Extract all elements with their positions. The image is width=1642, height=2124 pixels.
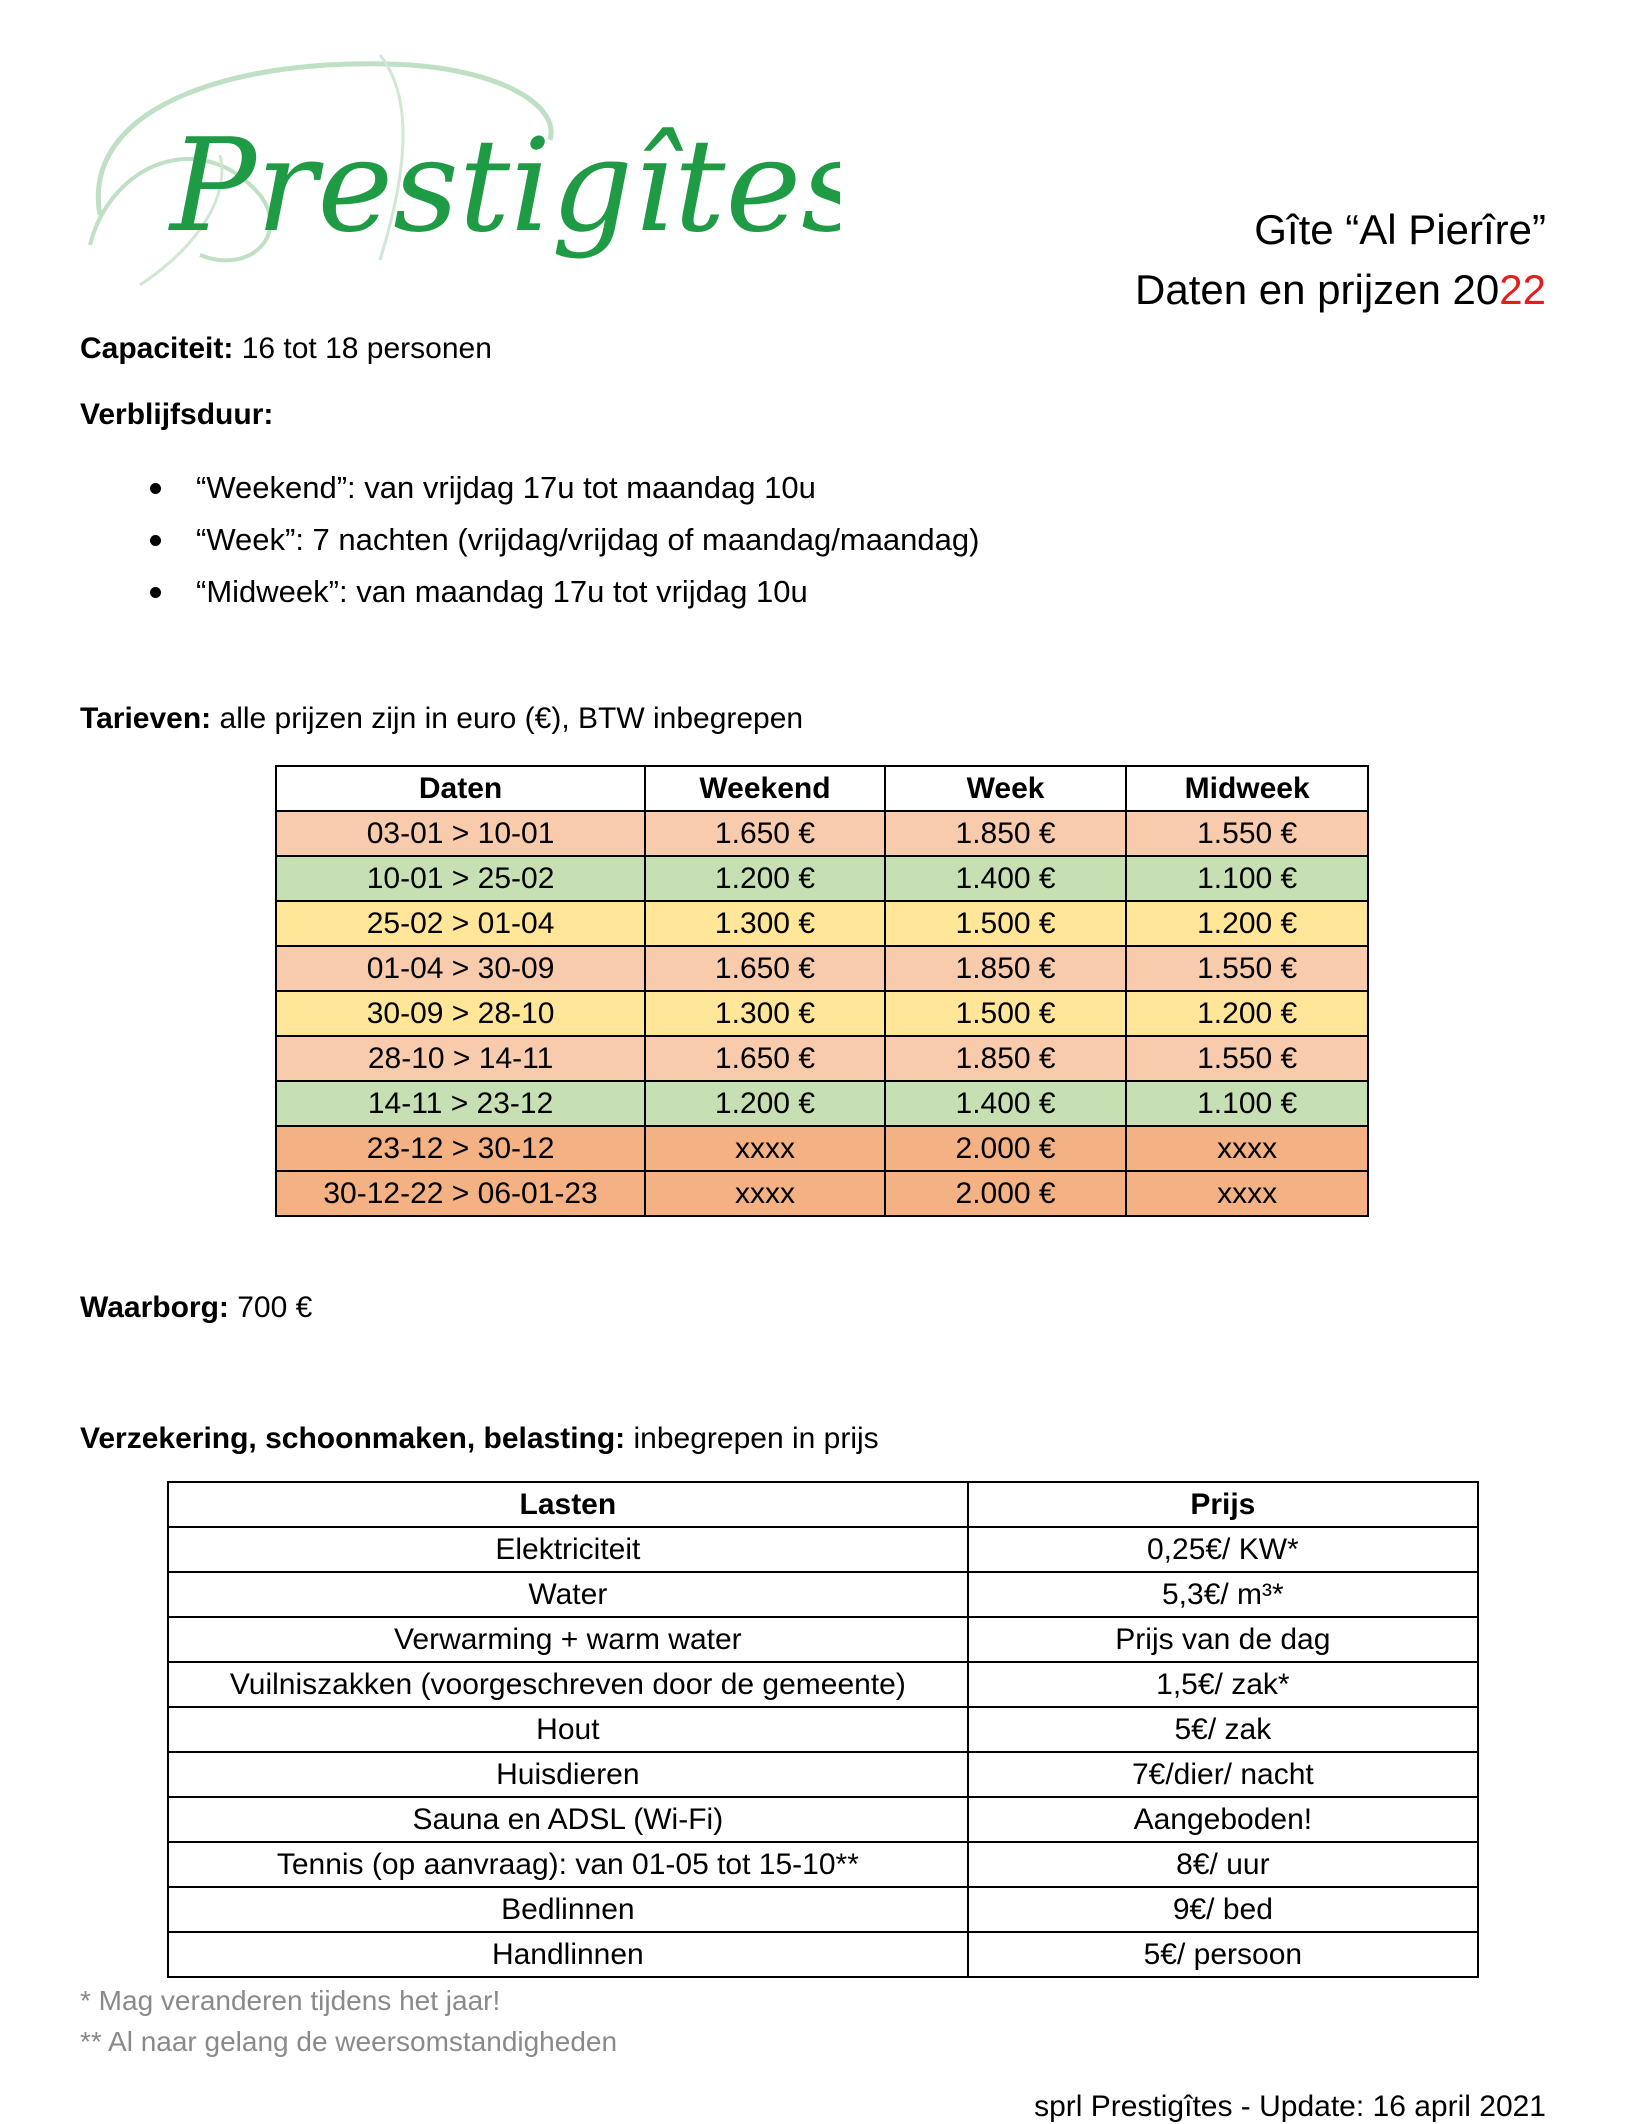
charges-cell-price: 1,5€/ zak* [968, 1662, 1478, 1707]
rates-cell-weekend: xxxx [645, 1126, 885, 1171]
charges-header-row [168, 1482, 1478, 1527]
rates-cell-weekend: 1.200 € [645, 856, 885, 901]
rates-header-midweek: Midweek [1126, 766, 1368, 811]
charges-cell-item: Water [168, 1572, 968, 1617]
charges-cell-item: Verwarming + warm water [168, 1617, 968, 1662]
rates-row [276, 946, 1368, 991]
charges-row [168, 1932, 1478, 1977]
rates-cell-weekend: xxxx [645, 1171, 885, 1216]
rates-cell-midweek: 1.550 € [1126, 811, 1368, 856]
rates-cell-week: 1.500 € [885, 991, 1127, 1036]
rates-row [276, 991, 1368, 1036]
rates-cell-weekend: 1.200 € [645, 1081, 885, 1126]
duration-label: Verblijfsduur: [80, 398, 274, 431]
deposit-value: 700 € [228, 1291, 313, 1324]
duration-heading [80, 398, 273, 432]
duration-list [150, 462, 979, 618]
charges-cell-price: Prijs van de dag [968, 1617, 1478, 1662]
capacity-label: Capaciteit: [80, 332, 234, 365]
insurance-line [80, 1422, 879, 1456]
charges-cell-item: Hout [168, 1707, 968, 1752]
rates-cell-dates: 10-01 > 25-02 [276, 856, 645, 901]
rates-cell-dates: 23-12 > 30-12 [276, 1126, 645, 1171]
rates-cell-week: 2.000 € [885, 1171, 1127, 1216]
rates-cell-dates: 28-10 > 14-11 [276, 1036, 645, 1081]
title-year-highlight: 22 [1499, 266, 1546, 313]
rates-cell-dates: 25-02 > 01-04 [276, 901, 645, 946]
charges-cell-item: Elektriciteit [168, 1527, 968, 1572]
logo-text: Prestigîtes [170, 112, 840, 261]
rates-cell-dates: 14-11 > 23-12 [276, 1081, 645, 1126]
rates-cell-week: 1.500 € [885, 901, 1127, 946]
document-title [1135, 200, 1546, 320]
rates-cell-dates: 03-01 > 10-01 [276, 811, 645, 856]
rates-cell-week: 1.400 € [885, 1081, 1127, 1126]
title-line-2-prefix: Daten en prijzen 20 [1135, 266, 1500, 313]
insurance-label: Verzekering, schoonmaken, belasting: [80, 1422, 626, 1455]
charges-cell-price: 5€/ zak [968, 1707, 1478, 1752]
charges-cell-item: Handlinnen [168, 1932, 968, 1977]
duration-item: “Week”: 7 nachten (vrijdag/vrijdag of maandag/maandag) [150, 514, 979, 566]
rates-cell-dates: 30-09 > 28-10 [276, 991, 645, 1036]
rates-cell-week: 1.850 € [885, 946, 1127, 991]
charges-cell-item: Tennis (op aanvraag): van 01-05 tot 15-10** [168, 1842, 968, 1887]
prestigites-logo [80, 45, 840, 315]
rates-cell-weekend: 1.300 € [645, 991, 885, 1036]
rates-cell-week: 1.850 € [885, 811, 1127, 856]
rates-row [276, 1126, 1368, 1171]
charges-row [168, 1752, 1478, 1797]
rates-cell-weekend: 1.650 € [645, 1036, 885, 1081]
rates-row [276, 1036, 1368, 1081]
charges-header-price: Prijs [968, 1482, 1478, 1527]
charges-table [167, 1481, 1479, 1978]
charges-cell-price: 9€/ bed [968, 1887, 1478, 1932]
rates-row [276, 901, 1368, 946]
charges-cell-price: 8€/ uur [968, 1842, 1478, 1887]
charges-cell-item: Huisdieren [168, 1752, 968, 1797]
charges-cell-price: Aangeboden! [968, 1797, 1478, 1842]
charges-cell-price: 7€/dier/ nacht [968, 1752, 1478, 1797]
charges-header-item: Lasten [168, 1482, 968, 1527]
rates-header-week: Week [885, 766, 1127, 811]
capacity-line [80, 332, 492, 366]
rates-header-weekend: Weekend [645, 766, 885, 811]
rates-cell-midweek: xxxx [1126, 1171, 1368, 1216]
duration-item: “Weekend”: van vrijdag 17u tot maandag 10u [150, 462, 979, 514]
rates-heading [80, 702, 803, 736]
insurance-value: inbegrepen in prijs [625, 1422, 879, 1455]
duration-item: “Midweek”: van maandag 17u tot vrijdag 10u [150, 566, 979, 618]
charges-cell-item: Bedlinnen [168, 1887, 968, 1932]
charges-row [168, 1662, 1478, 1707]
title-line-2 [1135, 260, 1546, 320]
charges-row [168, 1842, 1478, 1887]
capacity-value: 16 tot 18 personen [233, 332, 492, 365]
note-weather: ** Al naar gelang de weersomstandigheden [80, 2026, 618, 2057]
rates-row [276, 1171, 1368, 1216]
rates-cell-midweek: 1.550 € [1126, 946, 1368, 991]
rates-row [276, 856, 1368, 901]
rates-cell-midweek: 1.100 € [1126, 1081, 1368, 1126]
charges-row [168, 1617, 1478, 1662]
logo-graphic [80, 45, 840, 315]
note-seasonal: * Mag veranderen tijdens het jaar! [80, 1985, 501, 2016]
rates-cell-dates: 30-12-22 > 06-01-23 [276, 1171, 645, 1216]
charges-cell-item: Sauna en ADSL (Wi-Fi) [168, 1797, 968, 1842]
title-line-1: Gîte “Al Pierîre” [1254, 206, 1546, 253]
rates-label: Tarieven: [80, 702, 212, 735]
rates-cell-midweek: 1.200 € [1126, 901, 1368, 946]
rates-note: alle prijzen zijn in euro (€), BTW inbegrepen [211, 702, 804, 735]
rates-header-row [276, 766, 1368, 811]
rates-cell-weekend: 1.650 € [645, 946, 885, 991]
rates-row [276, 1081, 1368, 1126]
rates-cell-week: 1.850 € [885, 1036, 1127, 1081]
rates-cell-dates: 01-04 > 30-09 [276, 946, 645, 991]
charges-cell-price: 0,25€/ KW* [968, 1527, 1478, 1572]
charges-cell-item: Vuilniszakken (voorgeschreven door de gemeente) [168, 1662, 968, 1707]
deposit-line [80, 1291, 312, 1325]
rates-row [276, 811, 1368, 856]
charges-row [168, 1887, 1478, 1932]
rates-cell-week: 1.400 € [885, 856, 1127, 901]
rates-table [275, 765, 1369, 1217]
rates-header-dates: Daten [276, 766, 645, 811]
rates-cell-midweek: 1.100 € [1126, 856, 1368, 901]
rates-cell-weekend: 1.300 € [645, 901, 885, 946]
rates-cell-midweek: xxxx [1126, 1126, 1368, 1171]
charges-row [168, 1527, 1478, 1572]
deposit-label: Waarborg: [80, 1291, 229, 1324]
charges-row [168, 1707, 1478, 1752]
rates-cell-week: 2.000 € [885, 1126, 1127, 1171]
charges-row [168, 1797, 1478, 1842]
rates-cell-midweek: 1.200 € [1126, 991, 1368, 1036]
footer-text: sprl Prestigîtes - Update: 16 april 2021 [1034, 2090, 1546, 2123]
rates-cell-weekend: 1.650 € [645, 811, 885, 856]
charges-cell-price: 5€/ persoon [968, 1932, 1478, 1977]
rates-cell-midweek: 1.550 € [1126, 1036, 1368, 1081]
charges-row [168, 1572, 1478, 1617]
charges-cell-price: 5,3€/ m³* [968, 1572, 1478, 1617]
